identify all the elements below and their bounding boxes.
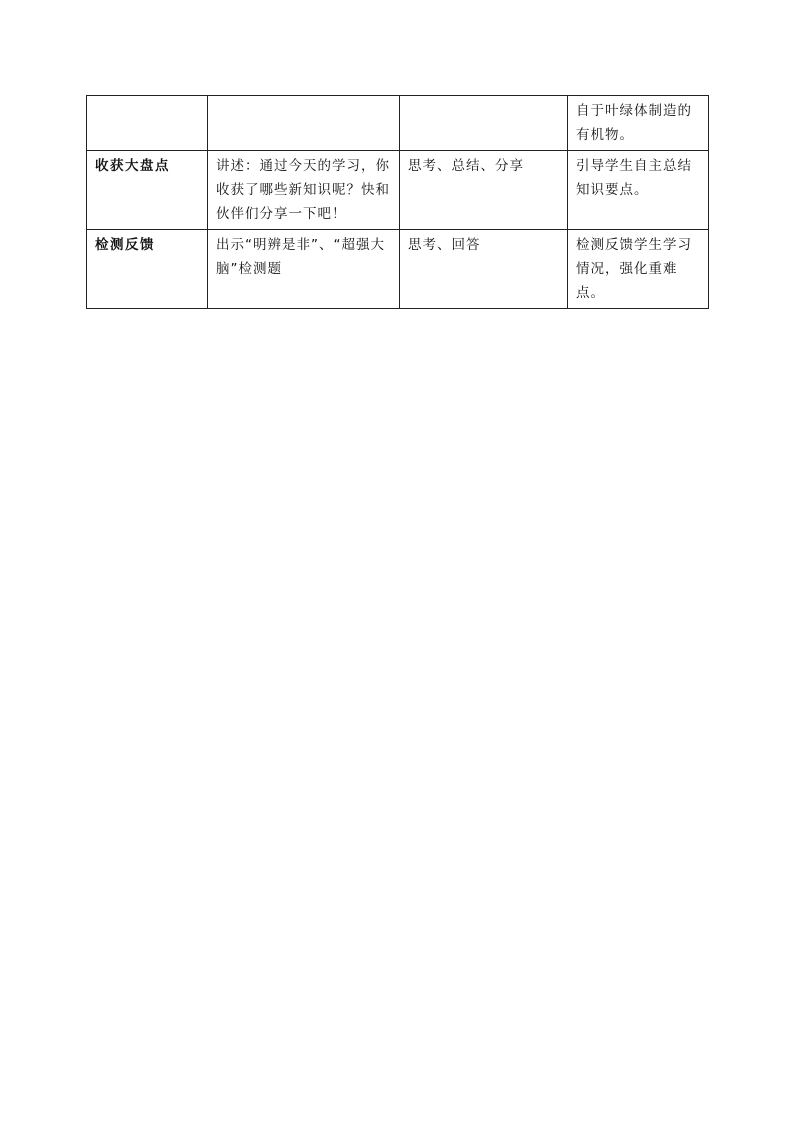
stage-cell: [87, 230, 208, 309]
table-row: [87, 151, 709, 230]
student-activity-text: 思考、回答: [408, 237, 481, 253]
design-intent-cell: [568, 96, 709, 151]
stage-label: 检测反馈: [95, 237, 155, 253]
teacher-activity-text: 出示“明辨是非”、“超强大脑”检测题: [216, 237, 385, 277]
stage-cell: [87, 151, 208, 230]
design-intent-text: 自于叶绿体制造的有机物。: [576, 103, 692, 143]
student-activity-cell: [400, 151, 568, 230]
design-intent-text: 检测反馈学生学习情况，强化重难点。: [576, 237, 692, 301]
stage-label: 收获大盘点: [95, 158, 170, 174]
student-activity-text: 思考、总结、分享: [408, 158, 524, 174]
teacher-activity-text: 讲述：通过今天的学习，你收获了哪些新知识呢？快和伙伴们分享一下吧！: [216, 158, 390, 222]
design-intent-cell: [568, 151, 709, 230]
teacher-activity-cell: [208, 96, 400, 151]
table-row: [87, 230, 709, 309]
student-activity-cell: [400, 96, 568, 151]
lesson-plan-table: [86, 95, 709, 309]
design-intent-text: 引导学生自主总结知识要点。: [576, 158, 692, 198]
stage-cell: [87, 96, 208, 151]
student-activity-cell: [400, 230, 568, 309]
design-intent-cell: [568, 230, 709, 309]
teacher-activity-cell: [208, 230, 400, 309]
teacher-activity-cell: [208, 151, 400, 230]
table-row: [87, 96, 709, 151]
